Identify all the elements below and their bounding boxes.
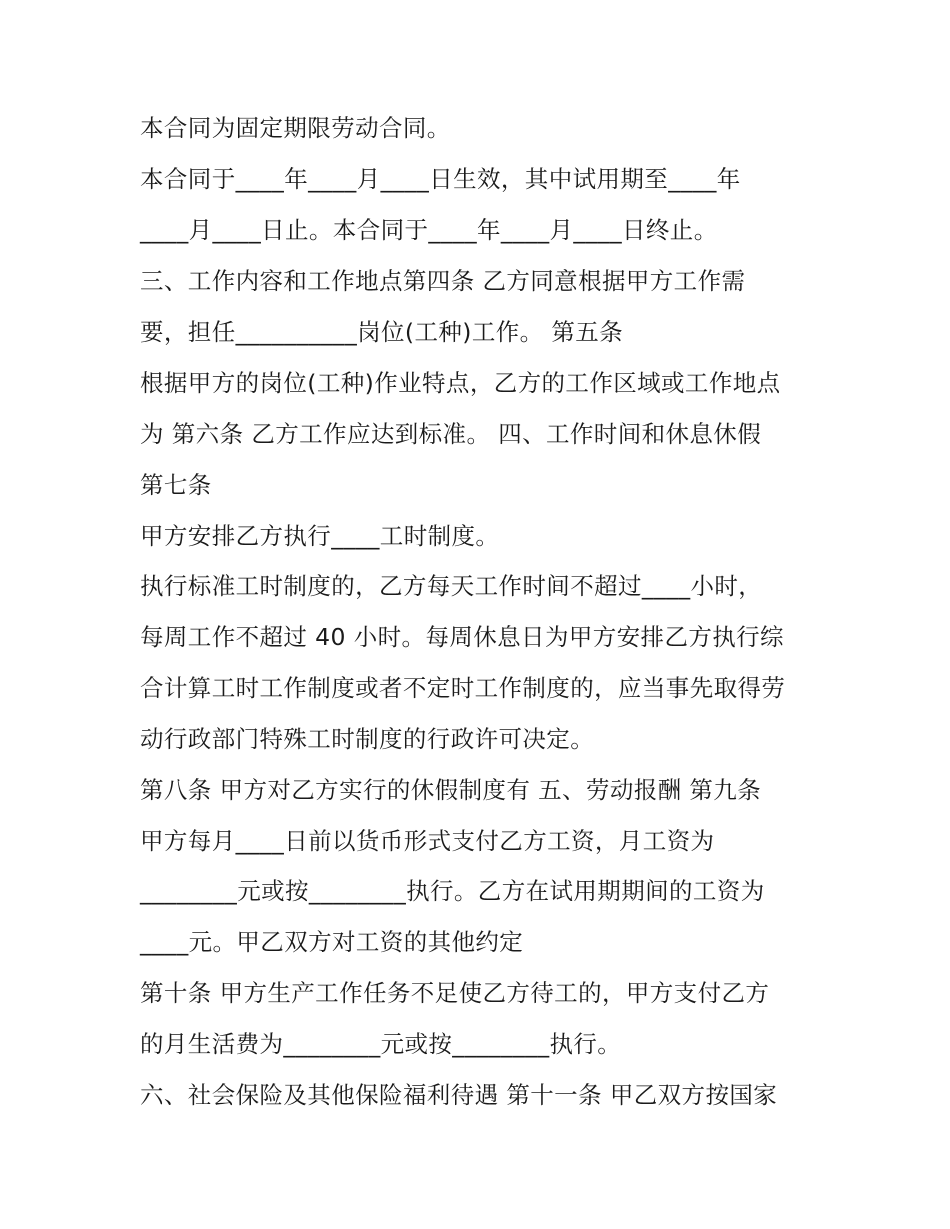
text-line: 每周工作不超过 40 小时。每周休息日为甲方安排乙方执行综 — [140, 623, 784, 651]
text-line: 本合同于____年____月____日生效，其中试用期至____年 — [140, 165, 741, 193]
text-line: 根据甲方的岗位(工种)作业特点，乙方的工作区域或工作地点 — [140, 369, 781, 397]
text-line: 甲方每月____日前以货币形式支付乙方工资，月工资为 — [140, 827, 715, 855]
text-line: 为 第六条 乙方工作应达到标准。 四、工作时间和休息休假 — [140, 420, 762, 448]
text-line: 第七条 — [140, 471, 212, 499]
text-line: 本合同为固定期限劳动合同。 — [140, 114, 451, 142]
text-line: ____月____日止。本合同于____年____月____日终止。 — [140, 216, 718, 244]
text-line: 动行政部门特殊工时制度的行政许可决定。 — [140, 725, 595, 753]
text-line: 第十条 甲方生产工作任务不足使乙方待工的，甲方支付乙方 — [140, 979, 770, 1007]
text-line: 要，担任__________岗位(工种)工作。 第五条 — [140, 318, 624, 346]
text-line: 的月生活费为________元或按________执行。 — [140, 1030, 622, 1058]
text-line: 甲方安排乙方执行____工时制度。 — [140, 522, 500, 550]
text-line: 六、社会保险及其他保险福利待遇 第十一条 甲乙双方按国家 — [140, 1081, 778, 1109]
text-line: 执行标准工时制度的，乙方每天工作时间不超过____小时， — [140, 572, 763, 600]
text-line: ____元。甲乙双方对工资的其他约定 — [140, 928, 524, 956]
text-line: ________元或按________执行。乙方在试用期期间的工资为 — [140, 877, 765, 905]
text-line: 三、工作内容和工作地点第四条 乙方同意根据甲方工作需 — [140, 267, 746, 295]
text-line: 合计算工时工作制度或者不定时工作制度的，应当事先取得劳 — [140, 674, 786, 702]
text-line: 第八条 甲方对乙方实行的休假制度有 五、劳动报酬 第九条 — [140, 776, 762, 804]
